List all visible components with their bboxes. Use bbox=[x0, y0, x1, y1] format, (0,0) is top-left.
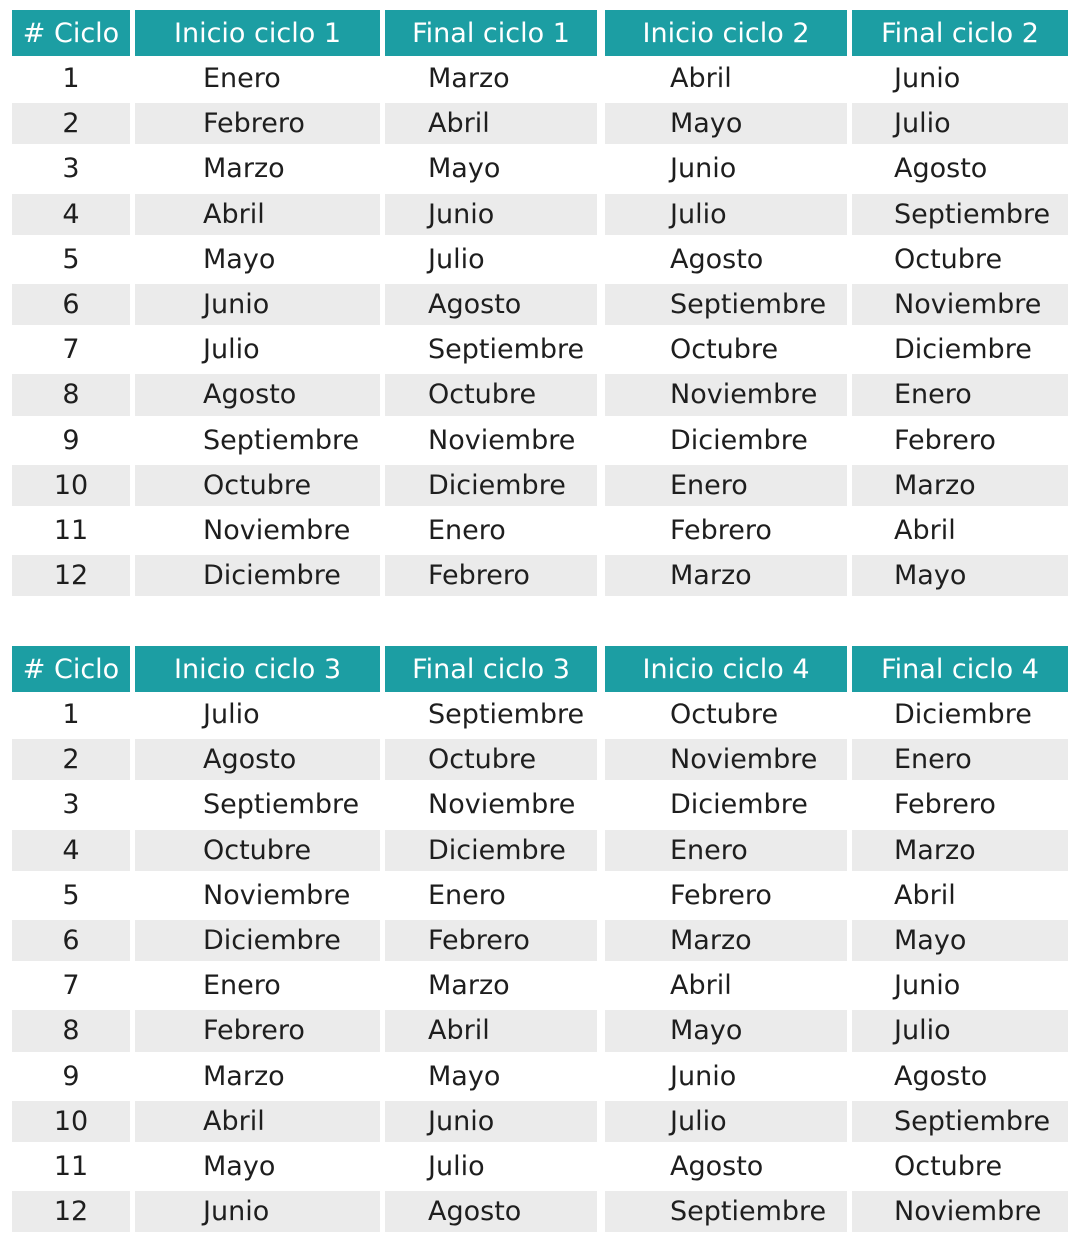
cell-end-cycle-b: Abril bbox=[894, 879, 956, 911]
header-start-cycle-b: Inicio ciclo 2 bbox=[605, 10, 847, 56]
cell-end-cycle-b: Diciembre bbox=[894, 699, 1032, 731]
cell-end-cycle-b: Octubre bbox=[894, 243, 1003, 275]
table-row bbox=[12, 1008, 1068, 1053]
table-row bbox=[12, 418, 1068, 463]
cell-start-cycle-a: Mayo bbox=[203, 1150, 276, 1182]
cell-cycle-number: 1 bbox=[62, 63, 80, 95]
header-start-cycle-b: Inicio ciclo 4 bbox=[605, 646, 847, 692]
cell-cycle-number: 6 bbox=[12, 920, 130, 961]
header-end-cycle-b: Final ciclo 2 bbox=[852, 10, 1068, 56]
cell-start-cycle-a: Julio bbox=[203, 334, 260, 366]
cell-start-cycle-a: Noviembre bbox=[203, 514, 351, 546]
cell-cycle-number: 4 bbox=[12, 830, 130, 871]
table-row bbox=[12, 553, 1068, 598]
table-row bbox=[12, 508, 1068, 553]
cell-cycle-number: 2 bbox=[12, 103, 130, 144]
header-start-cycle-a: Inicio ciclo 1 bbox=[135, 10, 380, 56]
cell-end-cycle-a: Febrero bbox=[385, 555, 597, 596]
table-row bbox=[12, 828, 1068, 873]
cell-start-cycle-a: Diciembre bbox=[135, 555, 380, 596]
cell-end-cycle-b: Septiembre bbox=[852, 194, 1068, 235]
cell-end-cycle-a: Mayo bbox=[428, 1060, 501, 1092]
cell-end-cycle-a: Agosto bbox=[385, 1191, 597, 1232]
table-body bbox=[12, 56, 1068, 598]
cell-cycle-number: 11 bbox=[53, 1150, 89, 1182]
cell-end-cycle-b: Abril bbox=[894, 514, 956, 546]
cell-end-cycle-b: Agosto bbox=[894, 153, 988, 185]
table-row bbox=[12, 56, 1068, 101]
cell-start-cycle-a: Noviembre bbox=[203, 879, 351, 911]
cell-end-cycle-b: Junio bbox=[894, 970, 961, 1002]
cell-end-cycle-a: Febrero bbox=[385, 920, 597, 961]
table-row bbox=[12, 737, 1068, 782]
table-row bbox=[12, 1144, 1068, 1189]
cycle-table-1 bbox=[12, 10, 1068, 598]
header-end-cycle-b: Final ciclo 4 bbox=[852, 646, 1068, 692]
table-row bbox=[12, 192, 1068, 237]
cell-start-cycle-a: Agosto bbox=[135, 374, 380, 415]
table-header bbox=[12, 646, 1068, 692]
cell-start-cycle-b: Marzo bbox=[605, 920, 847, 961]
cell-start-cycle-b: Septiembre bbox=[605, 1191, 847, 1232]
cell-cycle-number: 12 bbox=[12, 555, 130, 596]
cell-cycle-number: 9 bbox=[62, 1060, 80, 1092]
cell-start-cycle-a: Diciembre bbox=[135, 920, 380, 961]
cell-cycle-number: 3 bbox=[62, 789, 80, 821]
cell-end-cycle-a: Noviembre bbox=[428, 424, 576, 456]
table-row bbox=[12, 101, 1068, 146]
cell-end-cycle-a: Noviembre bbox=[428, 789, 576, 821]
cell-end-cycle-b: Enero bbox=[852, 374, 1068, 415]
cell-end-cycle-b: Mayo bbox=[852, 920, 1068, 961]
cell-start-cycle-b: Enero bbox=[605, 830, 847, 871]
cell-start-cycle-a: Septiembre bbox=[203, 424, 360, 456]
cell-start-cycle-a: Enero bbox=[203, 63, 281, 95]
cell-start-cycle-a: Octubre bbox=[135, 465, 380, 506]
table-row bbox=[12, 918, 1068, 963]
header-cycle-number: # Ciclo bbox=[12, 10, 130, 56]
header-cycle-number: # Ciclo bbox=[12, 646, 130, 692]
cell-start-cycle-b: Febrero bbox=[670, 514, 772, 546]
cell-start-cycle-b: Mayo bbox=[605, 103, 847, 144]
cell-cycle-number: 9 bbox=[62, 424, 80, 456]
cell-start-cycle-b: Junio bbox=[670, 1060, 737, 1092]
cell-start-cycle-a: Abril bbox=[135, 194, 380, 235]
table-row bbox=[12, 1054, 1068, 1099]
cell-end-cycle-a: Marzo bbox=[428, 970, 510, 1002]
table-row bbox=[12, 692, 1068, 737]
header-end-cycle-a: Final ciclo 1 bbox=[385, 10, 597, 56]
cell-start-cycle-b: Agosto bbox=[670, 243, 764, 275]
cell-start-cycle-a: Febrero bbox=[135, 103, 380, 144]
cell-end-cycle-a: Septiembre bbox=[428, 699, 585, 731]
cell-start-cycle-b: Julio bbox=[605, 194, 847, 235]
cell-start-cycle-a: Enero bbox=[203, 970, 281, 1002]
cell-start-cycle-a: Junio bbox=[135, 1191, 380, 1232]
cell-cycle-number: 8 bbox=[12, 1010, 130, 1051]
cell-end-cycle-a: Abril bbox=[385, 103, 597, 144]
cell-start-cycle-b: Junio bbox=[670, 153, 737, 185]
table-body bbox=[12, 692, 1068, 1234]
cell-end-cycle-a: Diciembre bbox=[385, 830, 597, 871]
cell-end-cycle-a: Mayo bbox=[428, 153, 501, 185]
header-end-cycle-a: Final ciclo 3 bbox=[385, 646, 597, 692]
cell-start-cycle-b: Abril bbox=[670, 63, 732, 95]
cell-end-cycle-a: Enero bbox=[428, 879, 506, 911]
header-start-cycle-a: Inicio ciclo 3 bbox=[135, 646, 380, 692]
cell-start-cycle-a: Abril bbox=[135, 1101, 380, 1142]
cell-start-cycle-b: Agosto bbox=[670, 1150, 764, 1182]
cell-start-cycle-b: Julio bbox=[605, 1101, 847, 1142]
cell-end-cycle-b: Marzo bbox=[852, 830, 1068, 871]
cell-start-cycle-a: Septiembre bbox=[203, 789, 360, 821]
cell-cycle-number: 4 bbox=[12, 194, 130, 235]
cell-end-cycle-b: Marzo bbox=[852, 465, 1068, 506]
cell-cycle-number: 2 bbox=[12, 739, 130, 780]
cell-end-cycle-a: Enero bbox=[428, 514, 506, 546]
cell-start-cycle-b: Septiembre bbox=[605, 284, 847, 325]
cell-end-cycle-b: Febrero bbox=[894, 424, 996, 456]
cell-end-cycle-b: Junio bbox=[894, 63, 961, 95]
cell-cycle-number: 10 bbox=[12, 465, 130, 506]
cell-start-cycle-b: Mayo bbox=[605, 1010, 847, 1051]
cycle-table-2 bbox=[12, 646, 1068, 1234]
cell-end-cycle-a: Junio bbox=[385, 1101, 597, 1142]
cell-end-cycle-a: Agosto bbox=[385, 284, 597, 325]
cell-end-cycle-b: Noviembre bbox=[852, 284, 1068, 325]
cell-start-cycle-b: Diciembre bbox=[670, 424, 808, 456]
cell-start-cycle-b: Febrero bbox=[670, 879, 772, 911]
cell-end-cycle-b: Agosto bbox=[894, 1060, 988, 1092]
cell-start-cycle-a: Marzo bbox=[203, 1060, 285, 1092]
table-row bbox=[12, 782, 1068, 827]
cell-end-cycle-a: Diciembre bbox=[385, 465, 597, 506]
cell-end-cycle-a: Abril bbox=[385, 1010, 597, 1051]
cell-start-cycle-b: Noviembre bbox=[605, 739, 847, 780]
cell-cycle-number: 10 bbox=[12, 1101, 130, 1142]
cell-cycle-number: 7 bbox=[62, 970, 80, 1002]
cell-end-cycle-b: Julio bbox=[852, 1010, 1068, 1051]
cell-end-cycle-b: Mayo bbox=[852, 555, 1068, 596]
cell-end-cycle-b: Julio bbox=[852, 103, 1068, 144]
cell-cycle-number: 8 bbox=[12, 374, 130, 415]
table-row bbox=[12, 372, 1068, 417]
cell-end-cycle-b: Enero bbox=[852, 739, 1068, 780]
table-row bbox=[12, 237, 1068, 282]
cell-start-cycle-b: Octubre bbox=[670, 334, 779, 366]
cell-start-cycle-a: Octubre bbox=[135, 830, 380, 871]
cell-start-cycle-a: Agosto bbox=[135, 739, 380, 780]
cell-start-cycle-b: Enero bbox=[605, 465, 847, 506]
cell-end-cycle-a: Marzo bbox=[428, 63, 510, 95]
cell-cycle-number: 7 bbox=[62, 334, 80, 366]
cell-end-cycle-b: Septiembre bbox=[852, 1101, 1068, 1142]
cell-end-cycle-a: Julio bbox=[428, 1150, 485, 1182]
cell-end-cycle-b: Diciembre bbox=[894, 334, 1032, 366]
cell-end-cycle-b: Febrero bbox=[894, 789, 996, 821]
cell-start-cycle-a: Mayo bbox=[203, 243, 276, 275]
cell-start-cycle-a: Marzo bbox=[203, 153, 285, 185]
cell-start-cycle-b: Octubre bbox=[670, 699, 779, 731]
table-row bbox=[12, 146, 1068, 191]
cell-cycle-number: 6 bbox=[12, 284, 130, 325]
cell-end-cycle-b: Noviembre bbox=[852, 1191, 1068, 1232]
cell-end-cycle-a: Julio bbox=[428, 243, 485, 275]
cell-end-cycle-a: Junio bbox=[385, 194, 597, 235]
cell-start-cycle-b: Abril bbox=[670, 970, 732, 1002]
table-row bbox=[12, 463, 1068, 508]
cell-cycle-number: 1 bbox=[62, 699, 80, 731]
cell-start-cycle-b: Noviembre bbox=[605, 374, 847, 415]
table-row bbox=[12, 1099, 1068, 1144]
table-row bbox=[12, 963, 1068, 1008]
cell-cycle-number: 5 bbox=[62, 243, 80, 275]
table-row bbox=[12, 873, 1068, 918]
cell-cycle-number: 11 bbox=[53, 514, 89, 546]
cell-end-cycle-a: Octubre bbox=[385, 374, 597, 415]
cell-end-cycle-b: Octubre bbox=[894, 1150, 1003, 1182]
cell-end-cycle-a: Octubre bbox=[385, 739, 597, 780]
cell-start-cycle-b: Diciembre bbox=[670, 789, 808, 821]
table-row bbox=[12, 282, 1068, 327]
cell-cycle-number: 3 bbox=[62, 153, 80, 185]
cell-cycle-number: 12 bbox=[12, 1191, 130, 1232]
cell-start-cycle-a: Junio bbox=[135, 284, 380, 325]
table-row bbox=[12, 327, 1068, 372]
table-header bbox=[12, 10, 1068, 56]
cell-end-cycle-a: Septiembre bbox=[428, 334, 585, 366]
cell-start-cycle-a: Julio bbox=[203, 699, 260, 731]
table-row bbox=[12, 1189, 1068, 1234]
cell-cycle-number: 5 bbox=[62, 879, 80, 911]
cell-start-cycle-a: Febrero bbox=[135, 1010, 380, 1051]
cell-start-cycle-b: Marzo bbox=[605, 555, 847, 596]
